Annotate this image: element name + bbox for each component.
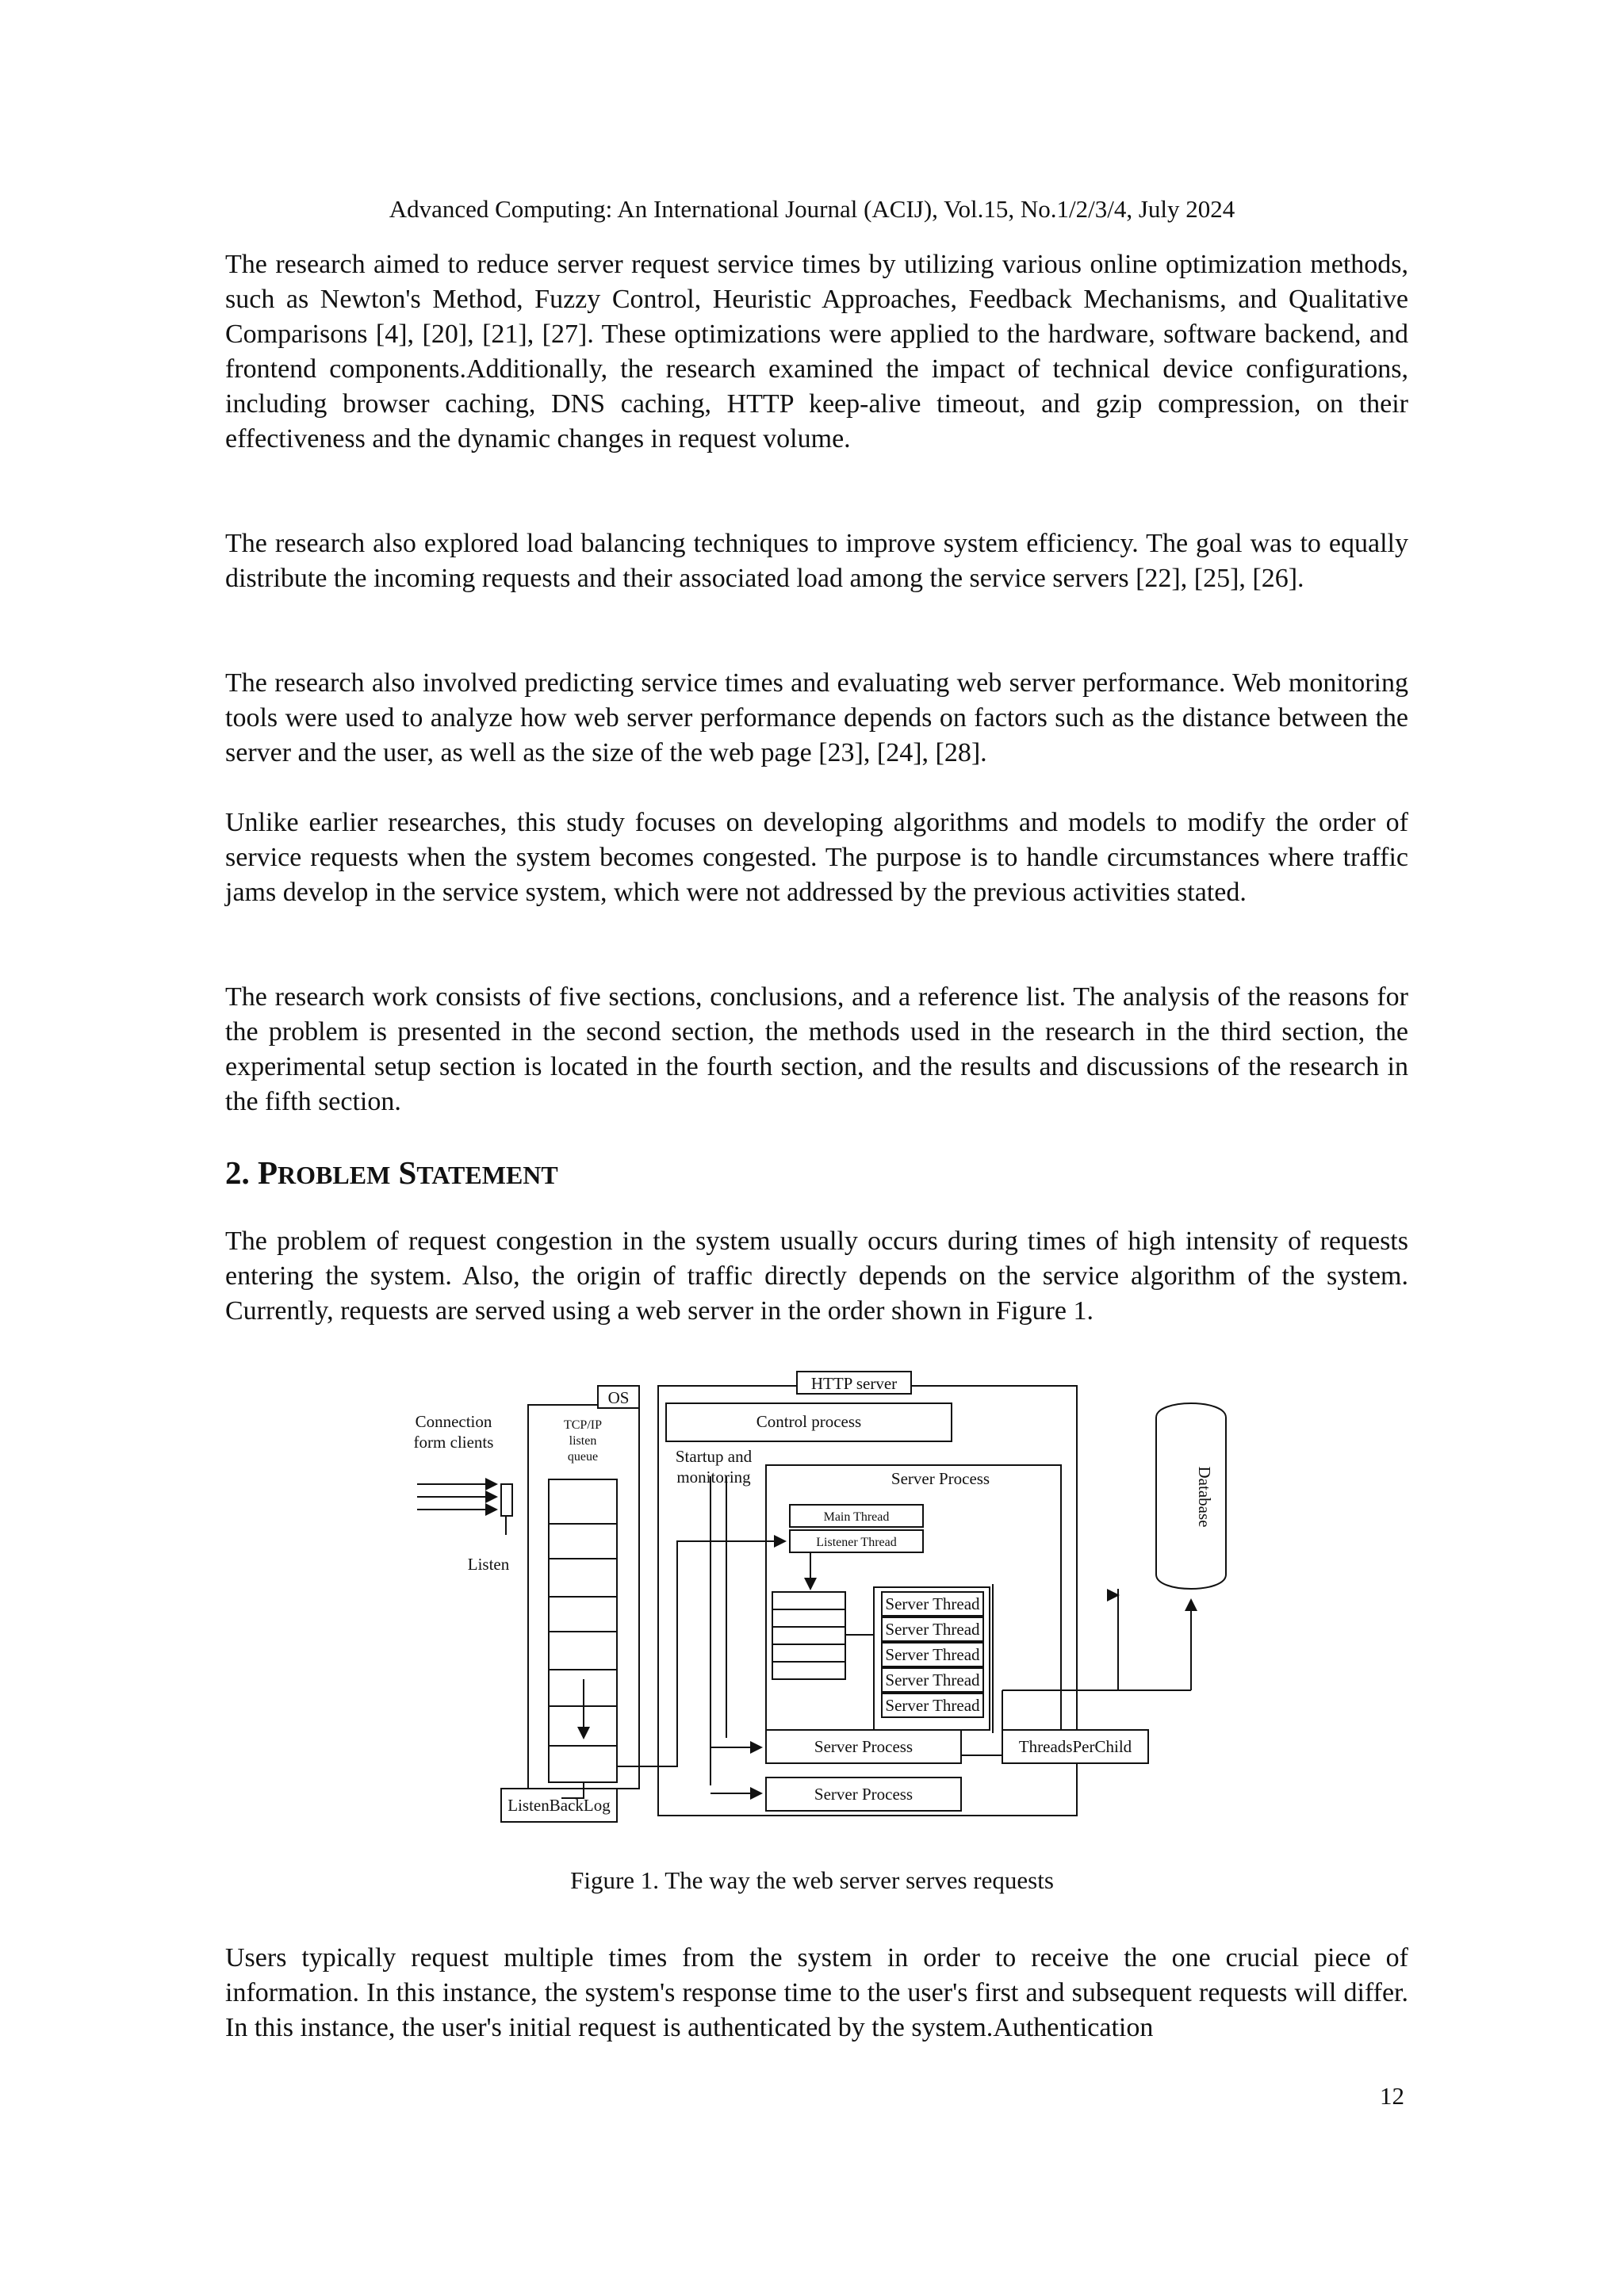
server-process-label-2: Server Process [814, 1737, 914, 1756]
listen-label: Listen [467, 1555, 510, 1574]
tcpip-label-line1: TCP/IP [563, 1418, 603, 1432]
paragraph-load-balancing: The research also explored load balancing techniques to improve system efficiency. The goal was to equally distribute the incoming requests and their associated load among the service servers [22], [25], [26]. [225, 529, 1408, 593]
paragraph-problem-statement: The problem of request congestion in the system usually occurs during times of high intensity of requests entering the system. Also, the origin of traffic directly depends on the service algorithm of the system. Currently, requests are served using a web server in the order shown in Figure 1. [225, 1226, 1408, 1326]
server-thread-label: Server Thread [885, 1645, 980, 1664]
server-process-label: Server Process [891, 1469, 990, 1488]
startup-label-line2: monitoring [676, 1468, 751, 1487]
listener-thread-label: Listener Thread [816, 1536, 897, 1549]
running-header: Advanced Computing: An International Journal (ACIJ), Vol.15, No.1/2/3/4, July 2024 [389, 195, 1235, 223]
http-server-label: HTTP server [810, 1374, 898, 1393]
connection-label-line1: Connection [415, 1412, 492, 1431]
paragraph-user-requests: Users typically request multiple times from the system in order to receive the one crucial piece of information. In this instance, the system's response time to the user's first and subsequent requests will differ. In this instance, the user's initial request is authenticated by the system.Authentication [225, 1943, 1408, 2042]
os-label: OS [607, 1388, 630, 1407]
paragraph-study-focus: Unlike earlier researches, this study focuses on developing algorithms and models to modify the order of service requests when the system becomes congested. The purpose is to handle circumstances where traffic jams develop in the service system, which were not addressed by the previous activities stated. [225, 808, 1408, 907]
paragraph-optimization-methods: The research aimed to reduce server request service times by utilizing various online optimization methods, such as Newton's Method, Fuzzy Control, Heuristic Approaches, Feedback Mechanisms, and Qualitative Comparisons [4], [20], [21], [27]. These optimizations were applied to the hardware, software backend, and frontend components.Additionally, the research examined the impact of technical device configurations, including browser caching, DNS caching, HTTP keep-alive timeout, and gzip compression, on their effectiveness and the dynamic changes in request volume. [225, 250, 1408, 453]
connection-label-line2: form clients [413, 1433, 494, 1452]
database-cylinder [1156, 1403, 1226, 1589]
listen-backlog-label: ListenBackLog [508, 1796, 611, 1815]
paragraph-performance-prediction: The research also involved predicting service times and evaluating web server performance. Web monitoring tools were used to analyze how web server performance depends on factors such as the distance between the server and the user, as well as the size of the web page [23], [24], [28]. [225, 668, 1408, 767]
listen-socket [501, 1484, 512, 1516]
diagram-canvas [403, 1357, 1237, 1827]
section-heading: 2. PROBLEM STATEMENT [225, 1154, 558, 1191]
page-number: 12 [1380, 2082, 1404, 2110]
section-number: 2. [225, 1154, 250, 1191]
threads-per-child-label: ThreadsPerChild [1018, 1737, 1132, 1756]
startup-label-line1: Startup and [675, 1447, 753, 1466]
web-server-diagram [403, 1357, 1237, 1827]
server-thread-label: Server Thread [885, 1696, 980, 1715]
main-thread-label: Main Thread [823, 1510, 890, 1524]
database-label: Database [1195, 1466, 1214, 1528]
server-process-label-3: Server Process [814, 1785, 914, 1804]
server-thread-label: Server Thread [885, 1594, 980, 1613]
figure-caption: Figure 1. The way the web server serves requests [570, 1866, 1054, 1894]
server-thread-label: Server Thread [885, 1620, 980, 1639]
paragraph-paper-structure: The research work consists of five sections, conclusions, and a reference list. The analysis of the reasons for the problem is presented in the second section, the methods used in the research in the third section, the experimental setup section is located in the fourth section, and the results and discussions of the research in the fifth section. [225, 982, 1408, 1116]
control-process-label: Control process [756, 1412, 862, 1431]
tcpip-label-line2: listen [569, 1434, 597, 1448]
server-thread-label: Server Thread [885, 1670, 980, 1689]
tcpip-label-line3: queue [567, 1450, 599, 1464]
